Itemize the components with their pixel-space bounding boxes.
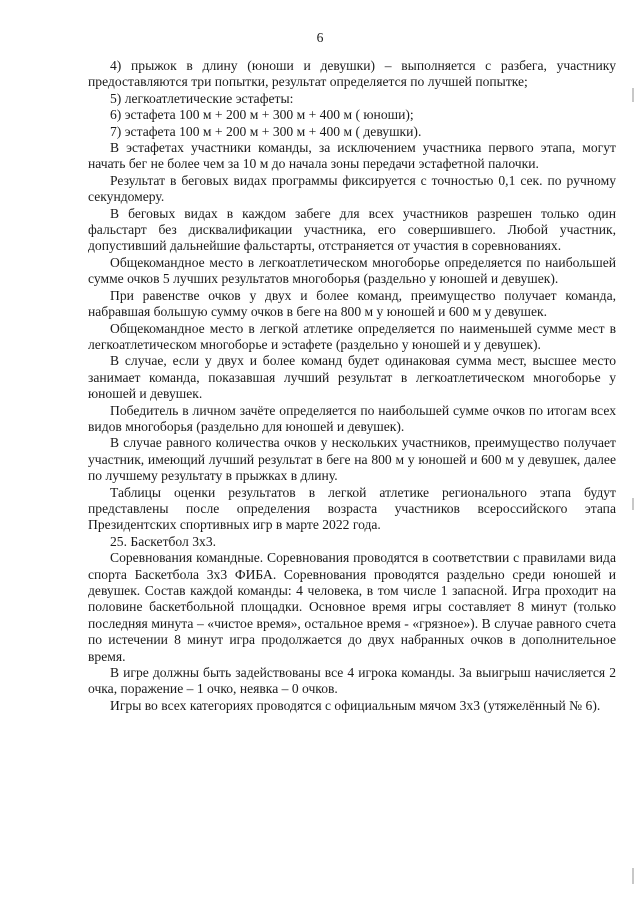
paragraph: В беговых видах в каждом забеге для всех участников разрешен только один фальстарт без дисквалификации участника, его совершившего. Любой участник, допустивший дальнейшие фальстарты, отстраняется от участия в соревнованиях. bbox=[88, 205, 616, 254]
paragraph: Игры во всех категориях проводятся с официальным мячом 3х3 (утяжелённый № 6). bbox=[110, 697, 601, 713]
scan-mark bbox=[632, 88, 634, 102]
paragraph: 4) прыжок в длину (юноши и девушки) – выполняется с разбега, участнику предоставляются три попытки, результат определяется по лучшей попытке; bbox=[88, 58, 616, 90]
page-number: 6 bbox=[316, 30, 324, 45]
scan-mark bbox=[632, 498, 634, 510]
paragraph: В эстафетах участники команды, за исключением участника первого этапа, могут начать бег не более чем за 10 м до начала зоны передачи эстафетной палочки. bbox=[88, 140, 616, 172]
paragraph: Победитель в личном зачёте определяется по наибольшей сумме очков по итогам всех видов многоборья (раздельно для юношей и девушек). bbox=[88, 402, 616, 434]
scan-mark bbox=[632, 868, 634, 884]
paragraph: 5) легкоатлетические эстафеты: bbox=[110, 90, 294, 106]
paragraph: 6) эстафета 100 м + 200 м + 300 м + 400 м ( юноши); bbox=[110, 107, 414, 123]
paragraph: Общекомандное место в легкой атлетике определяется по наименьшей сумме мест в легкоатлетическом многоборье и эстафете (раздельно у юношей и у девушек). bbox=[88, 320, 616, 352]
paragraph: Общекомандное место в легкоатлетическом многоборье определяется по наибольшей сумме очков 5 лучших результатов многоборья (раздельно у юношей и девушек). bbox=[88, 254, 616, 287]
paragraph: При равенстве очков у двух и более команд, преимущество получает команда, набравшая большую сумму очков в беге на 800 м у юношей и 600 м у девушек. bbox=[88, 287, 616, 320]
paragraph: 7) эстафета 100 м + 200 м + 300 м + 400 м ( девушки). bbox=[110, 123, 422, 139]
paragraph: Соревнования командные. Соревнования проводятся в соответствии с правилами вида спорта Баскетбола 3х3 ФИБА. Соревнования проводятся раздельно среди юношей и девушек. Состав каждой команды: 4 человека, в том числе 1 запасной. Игра проходит на половине баскетбольной площадки. Основное время игры составляет 8 минут (только последняя минута – «чистое время», остальное время - «грязное»). В случае равного счета по истечении 8 минут игра продолжается до двух набранных очков в дополнительное время. bbox=[88, 550, 616, 664]
paragraph: Результат в беговых видах программы фиксируется с точностью 0,1 сек. по ручному секундомеру. bbox=[88, 172, 616, 205]
paragraph: В случае равного количества очков у нескольких участников, преимущество получает участник, имеющий лучший результат в беге на 800 м у юношей и 600 м у девушек, далее по лучшему результату в прыжках в длину. bbox=[88, 435, 616, 484]
paragraph: Таблицы оценки результатов в легкой атлетике регионального этапа будут представлены после определения возраста участников всероссийского этапа Президентских спортивных игр в марте 2022 года. bbox=[88, 484, 616, 533]
page-body bbox=[88, 58, 616, 714]
section-heading: 25. Баскетбол 3х3. bbox=[110, 533, 217, 549]
paragraph: В случае, если у двух и более команд будет одинаковая сумма мест, высшее место занимает команда, показавшая лучший результат в легкоатлетическом многоборье у юношей и девушек. bbox=[88, 353, 616, 402]
paragraph: В игре должны быть задействованы все 4 игрока команды. За выигрыш начисляется 2 очка, поражение – 1 очко, неявка – 0 очков. bbox=[88, 665, 616, 697]
